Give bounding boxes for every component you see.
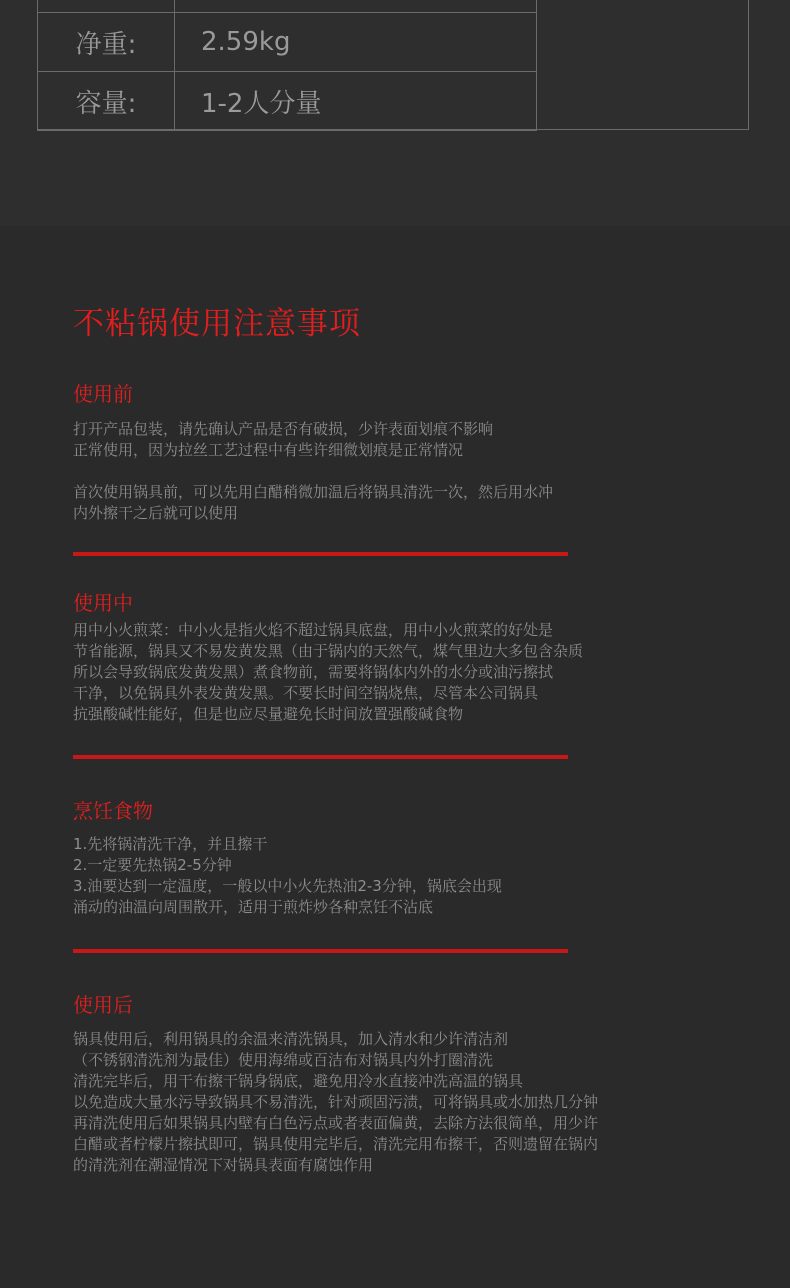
- section-paragraph: [73, 834, 693, 918]
- text-line: 节省能源，锅具又不易发黄发黑（由于锅内的天然气，煤气里边大多包含杂质: [73, 642, 584, 660]
- text-line: 抗强酸碱性能好，但是也应尽量避免长时间放置强酸碱食物: [73, 705, 464, 723]
- text-line: 再清洗使用后如果锅具内壁有白色污点或者表面偏黄，去除方法很简单，用少许: [73, 1114, 599, 1132]
- section-divider: [73, 552, 568, 556]
- section-paragraph: [73, 1029, 693, 1176]
- text-line: 2.一定要先热锅2-5分钟: [73, 856, 232, 874]
- section-heading-before-use: 使用前: [73, 382, 133, 406]
- text-line: 正常使用，因为拉丝工艺过程中有些许细微划痕是正常情况: [73, 441, 464, 459]
- spec-value-cell: [175, 0, 537, 13]
- section-paragraph: [73, 620, 693, 725]
- text-line: 内外擦干之后就可以使用: [73, 504, 239, 522]
- text-line: 1.先将锅清洗干净，并且擦干: [73, 835, 268, 853]
- text-line: 干净，以免锅具外表发黄发黑。不要长时间空锅烧焦，尽管本公司锅具: [73, 684, 539, 702]
- text-line: 用中小火煎菜：中小火是指火焰不超过锅具底盘，用中小火煎菜的好处是: [73, 621, 554, 639]
- spec-label-cell: [38, 0, 175, 13]
- section-heading-during-use: 使用中: [73, 591, 133, 615]
- spec-value-weight: 2.59kg: [175, 13, 537, 72]
- section-heading-cooking: 烹饪食物: [73, 799, 153, 823]
- section-divider: [73, 755, 568, 759]
- spec-label-weight: 净重:: [38, 13, 175, 72]
- text-line: 锅具使用后，利用锅具的余温来清洗锅具，加入清水和少许清洁剂: [73, 1030, 509, 1048]
- spec-row-capacity: [38, 72, 537, 131]
- text-line: 的清洗剂在潮湿情况下对锅具表面有腐蚀作用: [73, 1156, 374, 1174]
- text-line: （不锈钢清洗剂为最佳）使用海绵或百洁布对锅具内外打圈清洗: [73, 1051, 494, 1069]
- spec-row-weight: [38, 13, 537, 72]
- text-line: 涌动的油温向周围散开，适用于煎炸炒各种烹饪不沾底: [73, 898, 434, 916]
- page-title: 不粘锅使用注意事项: [73, 306, 361, 342]
- text-line: 3.油要达到一定温度，一般以中小火先热油2-3分钟，锅底会出现: [73, 877, 502, 895]
- section-paragraph: [73, 419, 693, 461]
- text-line: 以免造成大量水污导致锅具不易清洗，针对顽固污渍，可将锅具或水加热几分钟: [73, 1093, 599, 1111]
- section-heading-after-use: 使用后: [73, 993, 133, 1017]
- section-paragraph: [73, 482, 693, 524]
- text-line: 首次使用锅具前，可以先用白醋稍微加温后将锅具清洗一次，然后用水冲: [73, 483, 554, 501]
- text-line: 清洗完毕后，用干布擦干锅身锅底，避免用冷水直接冲洗高温的锅具: [73, 1072, 524, 1090]
- text-line: 打开产品包装，请先确认产品是否有破损，少许表面划痕不影响: [73, 420, 494, 438]
- spec-label-capacity: 容量:: [38, 72, 175, 131]
- spec-row-partial: [38, 0, 537, 13]
- section-divider: [73, 949, 568, 953]
- spec-table: [37, 0, 537, 131]
- text-line: 白醋或者柠檬片擦拭即可，锅具使用完毕后，清洗完用布擦干，否则遗留在锅内: [73, 1135, 599, 1153]
- spec-value-capacity: 1-2人分量: [175, 72, 537, 131]
- text-line: 所以会导致锅底发黄发黑）煮食物前，需要将锅体内外的水分或油污擦拭: [73, 663, 554, 681]
